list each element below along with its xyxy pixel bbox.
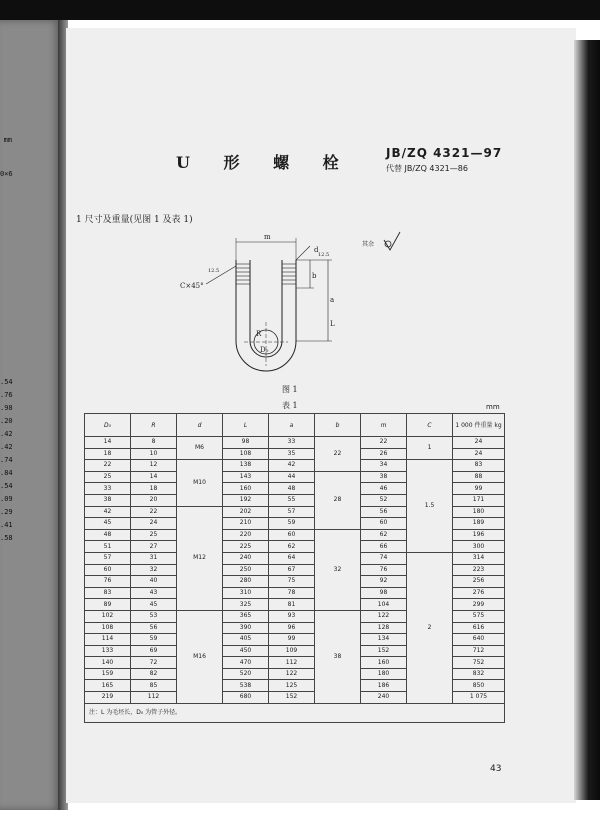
cell-D0: 51 xyxy=(85,541,131,553)
left-page-number: .20 xyxy=(0,417,13,425)
cell-d: M10 xyxy=(177,460,223,506)
cell-weight: 24 xyxy=(453,448,505,460)
chamfer-label: C×45° xyxy=(180,282,204,290)
cell-m: 22 xyxy=(361,437,407,449)
cell-a: 55 xyxy=(269,494,315,506)
col-header-d: d xyxy=(177,414,223,437)
figure-caption: 图 1 xyxy=(282,385,298,394)
cell-b: 22 xyxy=(315,437,361,472)
col-header-L: L xyxy=(223,414,269,437)
table-row xyxy=(85,437,505,449)
cell-D0: 108 xyxy=(85,622,131,634)
cell-b: 28 xyxy=(315,471,361,529)
cell-a: 75 xyxy=(269,576,315,588)
dim-d-label: d xyxy=(314,246,319,254)
cell-D0: 114 xyxy=(85,634,131,646)
cell-m: 46 xyxy=(361,483,407,495)
cell-C: 1.5 xyxy=(407,460,453,553)
cell-a: 48 xyxy=(269,483,315,495)
cell-m: 160 xyxy=(361,657,407,669)
left-page-number: .84 xyxy=(0,469,13,477)
cell-weight: 752 xyxy=(453,657,505,669)
cell-D0: 89 xyxy=(85,599,131,611)
cell-R: 20 xyxy=(131,494,177,506)
cell-m: 240 xyxy=(361,692,407,704)
cell-a: 78 xyxy=(269,587,315,599)
cell-a: 99 xyxy=(269,634,315,646)
cell-L: 310 xyxy=(223,587,269,599)
cell-R: 24 xyxy=(131,518,177,530)
col-header-D0: D₀ xyxy=(85,414,131,437)
cell-R: 56 xyxy=(131,622,177,634)
cell-R: 27 xyxy=(131,541,177,553)
cell-weight: 850 xyxy=(453,680,505,692)
cell-m: 56 xyxy=(361,506,407,518)
cell-D0: 18 xyxy=(85,448,131,460)
cell-L: 470 xyxy=(223,657,269,669)
cell-D0: 140 xyxy=(85,657,131,669)
cell-a: 57 xyxy=(269,506,315,518)
cell-D0: 38 xyxy=(85,494,131,506)
cell-a: 62 xyxy=(269,541,315,553)
left-page-number: .98 xyxy=(0,404,13,412)
cell-D0: 22 xyxy=(85,460,131,472)
cell-R: 59 xyxy=(131,634,177,646)
dim-a-label: a xyxy=(330,296,335,304)
page-number: 43 xyxy=(490,764,502,774)
cell-weight: 196 xyxy=(453,529,505,541)
dim-D0-label: D₀ xyxy=(260,346,269,354)
cell-D0: 165 xyxy=(85,680,131,692)
dim-R-label: R xyxy=(256,330,262,338)
angle-label: 12.5 xyxy=(208,268,220,274)
left-page-number: .41 xyxy=(0,521,13,529)
cell-L: 210 xyxy=(223,518,269,530)
cell-weight: 83 xyxy=(453,460,505,472)
cell-R: 32 xyxy=(131,564,177,576)
cell-R: 10 xyxy=(131,448,177,460)
left-page-number: .09 xyxy=(0,495,13,503)
cell-weight: 256 xyxy=(453,576,505,588)
cell-a: 35 xyxy=(269,448,315,460)
cell-R: 43 xyxy=(131,587,177,599)
cell-R: 14 xyxy=(131,471,177,483)
left-page-number: .54 xyxy=(0,378,13,386)
cell-D0: 76 xyxy=(85,576,131,588)
cell-D0: 60 xyxy=(85,564,131,576)
standard-number: JB/ZQ 4321—97 xyxy=(386,146,503,160)
cell-L: 192 xyxy=(223,494,269,506)
cell-m: 74 xyxy=(361,552,407,564)
cell-weight: 299 xyxy=(453,599,505,611)
cell-R: 25 xyxy=(131,529,177,541)
cell-weight: 180 xyxy=(453,506,505,518)
scan-top-edge xyxy=(0,0,600,20)
col-header-R: R xyxy=(131,414,177,437)
cell-R: 22 xyxy=(131,506,177,518)
cell-D0: 33 xyxy=(85,483,131,495)
replaces-standard: 代替 JB/ZQ 4321—86 xyxy=(386,164,468,173)
cell-L: 108 xyxy=(223,448,269,460)
left-page-number: .74 xyxy=(0,456,13,464)
col-header-b: b xyxy=(315,414,361,437)
cell-L: 390 xyxy=(223,622,269,634)
col-header-C: C xyxy=(407,414,453,437)
cell-d: M16 xyxy=(177,610,223,703)
cell-weight: 189 xyxy=(453,518,505,530)
cell-R: 12 xyxy=(131,460,177,472)
cell-a: 64 xyxy=(269,552,315,564)
cell-a: 152 xyxy=(269,692,315,704)
cell-C: 1 xyxy=(407,437,453,460)
cell-D0: 48 xyxy=(85,529,131,541)
cell-m: 52 xyxy=(361,494,407,506)
cell-m: 180 xyxy=(361,668,407,680)
cell-D0: 42 xyxy=(85,506,131,518)
left-page-number: .76 xyxy=(0,391,13,399)
cell-a: 42 xyxy=(269,460,315,472)
cell-R: 8 xyxy=(131,437,177,449)
cell-D0: 102 xyxy=(85,610,131,622)
table-caption: 表 1 xyxy=(282,401,298,410)
u-bolt-drawing xyxy=(160,226,430,390)
cell-m: 66 xyxy=(361,541,407,553)
dim-m-label: m xyxy=(264,233,271,241)
cell-D0: 219 xyxy=(85,692,131,704)
cell-d: M6 xyxy=(177,437,223,460)
cell-weight: 276 xyxy=(453,587,505,599)
dimension-table xyxy=(84,413,505,723)
cell-L: 143 xyxy=(223,471,269,483)
cell-weight: 223 xyxy=(453,564,505,576)
cell-m: 62 xyxy=(361,529,407,541)
cell-weight: 640 xyxy=(453,634,505,646)
cell-L: 538 xyxy=(223,680,269,692)
table-note: 注：L 为毛坯长，D₀ 为管子外径。 xyxy=(85,703,505,722)
cell-m: 104 xyxy=(361,599,407,611)
cell-R: 69 xyxy=(131,645,177,657)
cell-weight: 616 xyxy=(453,622,505,634)
cell-m: 128 xyxy=(361,622,407,634)
cell-weight: 1 075 xyxy=(453,692,505,704)
cell-a: 96 xyxy=(269,622,315,634)
left-page-number: .42 xyxy=(0,430,13,438)
cell-m: 134 xyxy=(361,634,407,646)
cell-L: 450 xyxy=(223,645,269,657)
cell-L: 240 xyxy=(223,552,269,564)
section-heading: 1 尺寸及重量(见图 1 及表 1) xyxy=(76,215,193,225)
cell-D0: 83 xyxy=(85,587,131,599)
left-page-number: .54 xyxy=(0,482,13,490)
cell-a: 122 xyxy=(269,668,315,680)
cell-weight: 832 xyxy=(453,668,505,680)
col-header-m: m xyxy=(361,414,407,437)
cell-m: 26 xyxy=(361,448,407,460)
cell-m: 122 xyxy=(361,610,407,622)
cell-weight: 99 xyxy=(453,483,505,495)
left-page-unit: mm xyxy=(3,136,12,144)
cell-a: 44 xyxy=(269,471,315,483)
cell-weight: 712 xyxy=(453,645,505,657)
cell-L: 280 xyxy=(223,576,269,588)
cell-R: 40 xyxy=(131,576,177,588)
cell-L: 225 xyxy=(223,541,269,553)
cell-a: 125 xyxy=(269,680,315,692)
cell-m: 76 xyxy=(361,564,407,576)
col-header-a: a xyxy=(269,414,315,437)
cell-weight: 300 xyxy=(453,541,505,553)
cell-D0: 45 xyxy=(85,518,131,530)
cell-R: 112 xyxy=(131,692,177,704)
cell-L: 138 xyxy=(223,460,269,472)
table-row xyxy=(85,460,505,472)
cell-b: 32 xyxy=(315,529,361,610)
cell-a: 112 xyxy=(269,657,315,669)
left-page-number: .58 xyxy=(0,534,13,542)
cell-L: 220 xyxy=(223,529,269,541)
page-title: U 形 螺 栓 xyxy=(176,153,353,172)
cell-a: 60 xyxy=(269,529,315,541)
cell-a: 67 xyxy=(269,564,315,576)
cell-m: 98 xyxy=(361,587,407,599)
cell-L: 160 xyxy=(223,483,269,495)
cell-m: 186 xyxy=(361,680,407,692)
cell-b: 38 xyxy=(315,610,361,703)
col-header-weight: 1 000 件重量 kg xyxy=(453,414,505,437)
left-page-dims: 0×6 xyxy=(0,170,13,178)
cell-L: 202 xyxy=(223,506,269,518)
cell-D0: 159 xyxy=(85,668,131,680)
cell-m: 60 xyxy=(361,518,407,530)
cell-D0: 133 xyxy=(85,645,131,657)
cell-weight: 575 xyxy=(453,610,505,622)
cell-weight: 24 xyxy=(453,437,505,449)
cell-L: 405 xyxy=(223,634,269,646)
cell-weight: 88 xyxy=(453,471,505,483)
dim-L-label: L xyxy=(330,320,335,328)
cell-a: 81 xyxy=(269,599,315,611)
cell-R: 82 xyxy=(131,668,177,680)
left-page-number: .29 xyxy=(0,508,13,516)
table-header-row xyxy=(85,414,505,437)
left-page-number: .42 xyxy=(0,443,13,451)
cell-R: 31 xyxy=(131,552,177,564)
cell-weight: 171 xyxy=(453,494,505,506)
cell-a: 59 xyxy=(269,518,315,530)
cell-R: 18 xyxy=(131,483,177,495)
table-note-row xyxy=(85,703,505,722)
cell-L: 98 xyxy=(223,437,269,449)
cell-D0: 57 xyxy=(85,552,131,564)
cell-L: 250 xyxy=(223,564,269,576)
cell-L: 520 xyxy=(223,668,269,680)
cell-D0: 14 xyxy=(85,437,131,449)
roughness-rest-label: 其余 xyxy=(362,241,375,248)
table-row xyxy=(85,552,505,564)
cell-weight: 314 xyxy=(453,552,505,564)
cell-L: 365 xyxy=(223,610,269,622)
cell-L: 325 xyxy=(223,599,269,611)
cell-d: M12 xyxy=(177,506,223,610)
cell-m: 92 xyxy=(361,576,407,588)
angle-label: 12.5 xyxy=(318,252,330,258)
cell-D0: 25 xyxy=(85,471,131,483)
cell-a: 93 xyxy=(269,610,315,622)
cell-R: 53 xyxy=(131,610,177,622)
cell-m: 152 xyxy=(361,645,407,657)
cell-a: 33 xyxy=(269,437,315,449)
cell-a: 109 xyxy=(269,645,315,657)
cell-R: 85 xyxy=(131,680,177,692)
cell-C: 2 xyxy=(407,552,453,703)
cell-R: 45 xyxy=(131,599,177,611)
left-page-margin xyxy=(0,20,62,810)
cell-m: 34 xyxy=(361,460,407,472)
cell-R: 72 xyxy=(131,657,177,669)
dim-b-label: b xyxy=(312,272,317,280)
scan-right-edge xyxy=(574,40,600,800)
table-unit: mm xyxy=(486,403,500,411)
cell-L: 680 xyxy=(223,692,269,704)
cell-m: 38 xyxy=(361,471,407,483)
